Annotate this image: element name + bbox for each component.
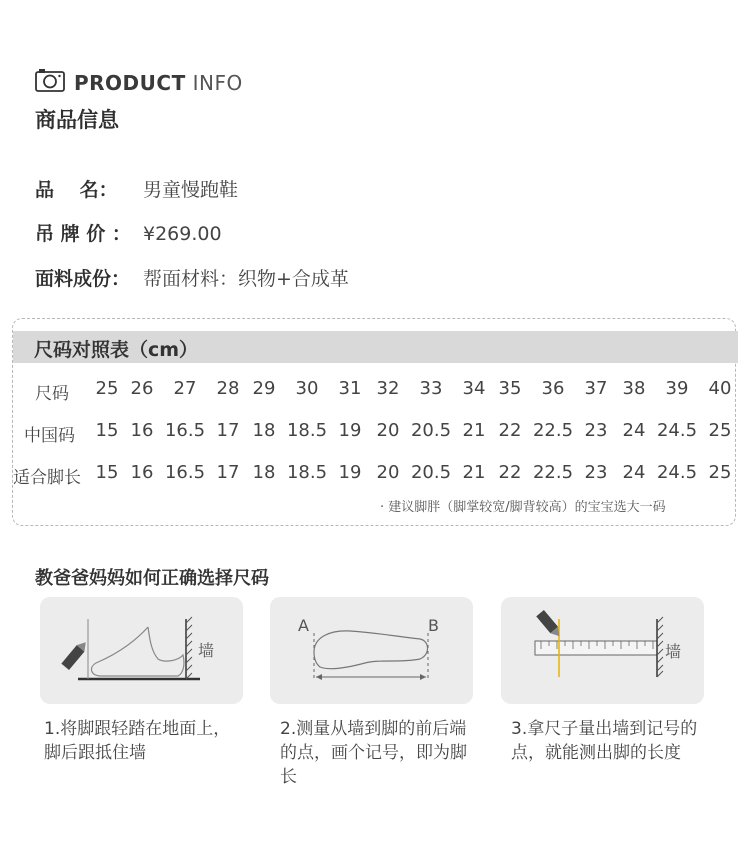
size-cell: 35 [498,378,522,399]
ruler-to-wall-icon [501,597,704,704]
step-2-text: 2.测量从墙到脚的前后端的点，画个记号，即为脚长 [280,719,467,787]
header-title [74,71,243,95]
step-1-text: 1.将脚跟轻踏在地面上，脚后跟抵住墙 [44,719,231,763]
size-cell: 33 [419,378,443,399]
size-cell: 18.5 [286,462,328,483]
size-cell: 34 [462,378,486,399]
foot-outline-measure-icon [270,597,473,704]
size-cell: 20 [376,462,400,483]
size-cell: 37 [584,378,608,399]
info-value: 男童慢跑鞋 [143,179,239,201]
header-title-light: INFO [185,71,243,95]
wall-label: 墙 [665,642,682,661]
step-3-text: 3.拿尺子量出墙到记号的点，就能测出脚的长度 [511,719,698,763]
point-b-label: B [428,616,439,635]
step-3-card [501,597,704,704]
size-cell: 19 [338,462,362,483]
size-cell: 29 [252,378,276,399]
size-row-label: 中国码 [24,426,75,446]
point-a-label: A [298,616,309,635]
info-row-price [35,219,222,246]
size-cell: 15 [95,420,119,441]
size-cell: 20.5 [410,420,452,441]
size-row-label: 适合脚长 [13,468,81,488]
size-cell: 24.5 [656,462,698,483]
size-cell: 21 [462,420,486,441]
info-label: 吊 牌 价 ： [35,223,131,245]
size-cell: 25 [708,462,732,483]
size-cell: 36 [541,378,565,399]
size-cell: 40 [708,378,732,399]
foot-against-wall-icon [40,597,243,704]
step-1-card [40,597,243,704]
size-cell: 24 [622,420,646,441]
info-row-material [35,264,349,291]
size-cell: 39 [665,378,689,399]
page-subtitle: 商品信息 [35,108,119,132]
size-cell: 18.5 [286,420,328,441]
size-cell: 30 [295,378,319,399]
size-cell: 20.5 [410,462,452,483]
size-cell: 20 [376,420,400,441]
size-cell: 19 [338,420,362,441]
size-cell: 32 [376,378,400,399]
measure-title: 教爸爸妈妈如何正确选择尺码 [35,568,269,589]
size-cell: 28 [216,378,240,399]
size-cell: 22.5 [532,420,574,441]
size-cell: 21 [462,462,486,483]
size-cell: 23 [584,462,608,483]
size-cell: 23 [584,420,608,441]
size-chart-title: 尺码对照表（cm） [34,339,199,361]
size-cell: 15 [95,462,119,483]
info-value: ¥269.00 [143,223,222,245]
size-cell: 18 [252,420,276,441]
size-cell: 16.5 [164,462,206,483]
size-cell: 31 [338,378,362,399]
size-cell: 16.5 [164,420,206,441]
size-cell: 25 [95,378,119,399]
size-cell: 17 [216,462,240,483]
size-row-label: 尺码 [35,384,69,404]
info-label: 品 名： [35,179,118,201]
size-cell: 22 [498,462,522,483]
size-chart-note: · 建议脚胖（脚掌较宽/脚背较高）的宝宝选大一码 [380,500,666,515]
size-cell: 16 [130,462,154,483]
size-cell: 22.5 [532,462,574,483]
size-cell: 22 [498,420,522,441]
size-cell: 25 [708,420,732,441]
size-cell: 24 [622,462,646,483]
camera-icon [35,68,65,92]
size-cell: 17 [216,420,240,441]
size-cell: 16 [130,420,154,441]
header-title-bold: PRODUCT [74,71,186,95]
size-cell: 24.5 [656,420,698,441]
step-2-card [270,597,473,704]
info-value: 帮面材料：织物+合成革 [143,268,349,290]
size-cell: 38 [622,378,646,399]
size-cell: 26 [130,378,154,399]
info-row-name [35,175,238,202]
size-cell: 18 [252,462,276,483]
size-cell: 27 [173,378,197,399]
wall-label: 墙 [198,641,215,660]
info-label: 面料成份： [35,268,131,290]
